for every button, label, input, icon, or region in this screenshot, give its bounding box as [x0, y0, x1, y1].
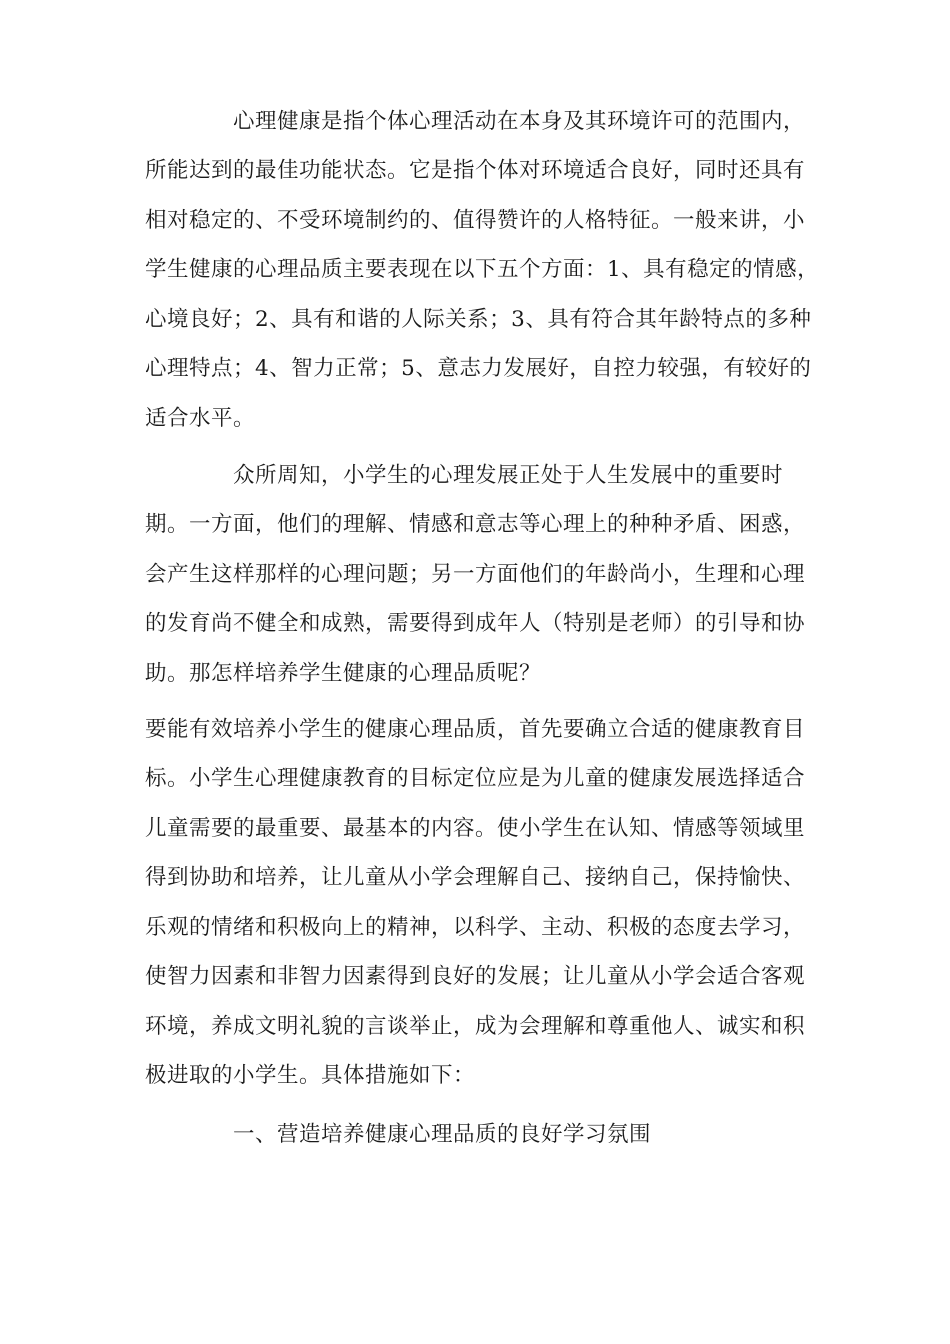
paragraph-line: 所能达到的最佳功能状态。它是指个体对环境适合良好，同时还具有: [145, 158, 806, 183]
paragraph-line: 要能有效培养小学生的健康心理品质，首先要确立合适的健康教育目: [145, 717, 806, 742]
paragraph-line: 众所周知，小学生的心理发展正处于人生发展中的重要时: [233, 463, 784, 488]
paragraph-line: 得到协助和培养，让儿童从小学会理解自己、接纳自己，保持愉快、: [145, 865, 806, 890]
paragraph-line: 标。小学生心理健康教育的目标定位应是为儿童的健康发展选择适合: [145, 766, 806, 791]
paragraph-line: 乐观的情绪和积极向上的精神，以科学、主动、积极的态度去学习，: [145, 915, 806, 940]
paragraph-line: 心理特点；4、智力正常；5、意志力发展好，自控力较强，有较好的: [145, 356, 812, 381]
paragraph-line: 环境，养成文明礼貌的言谈举止，成为会理解和尊重他人、诚实和积: [145, 1014, 806, 1039]
paragraph-line: 助。那怎样培养学生健康的心理品质呢？: [145, 661, 542, 686]
paragraph-line: 适合水平。: [145, 406, 256, 431]
paragraph-line: 学生健康的心理品质主要表现在以下五个方面：1、具有稳定的情感，: [145, 257, 820, 282]
paragraph-line: 心理健康是指个体心理活动在本身及其环境许可的范围内，: [233, 109, 806, 134]
paragraph-line: 儿童需要的最重要、最基本的内容。使小学生在认知、情感等领域里: [145, 816, 806, 841]
paragraph-line: 心境良好；2、具有和谐的人际关系；3、具有符合其年龄特点的多种: [145, 307, 812, 332]
paragraph-line: 相对稳定的、不受环境制约的、值得赞许的人格特征。一般来讲，小: [145, 208, 806, 233]
paragraph-line: 会产生这样那样的心理问题；另一方面他们的年龄尚小，生理和心理: [145, 562, 806, 587]
paragraph-line: 期。一方面，他们的理解、情感和意志等心理上的种种矛盾、困惑，: [145, 512, 806, 537]
paragraph-line: 的发育尚不健全和成熟，需要得到成年人（特别是老师）的引导和协: [145, 611, 806, 636]
paragraph-line: 使智力因素和非智力因素得到良好的发展；让儿童从小学会适合客观: [145, 964, 806, 989]
section-heading: 一、营造培养健康心理品质的良好学习氛围: [233, 1122, 652, 1147]
paragraph-line: 极进取的小学生。具体措施如下：: [145, 1063, 476, 1088]
